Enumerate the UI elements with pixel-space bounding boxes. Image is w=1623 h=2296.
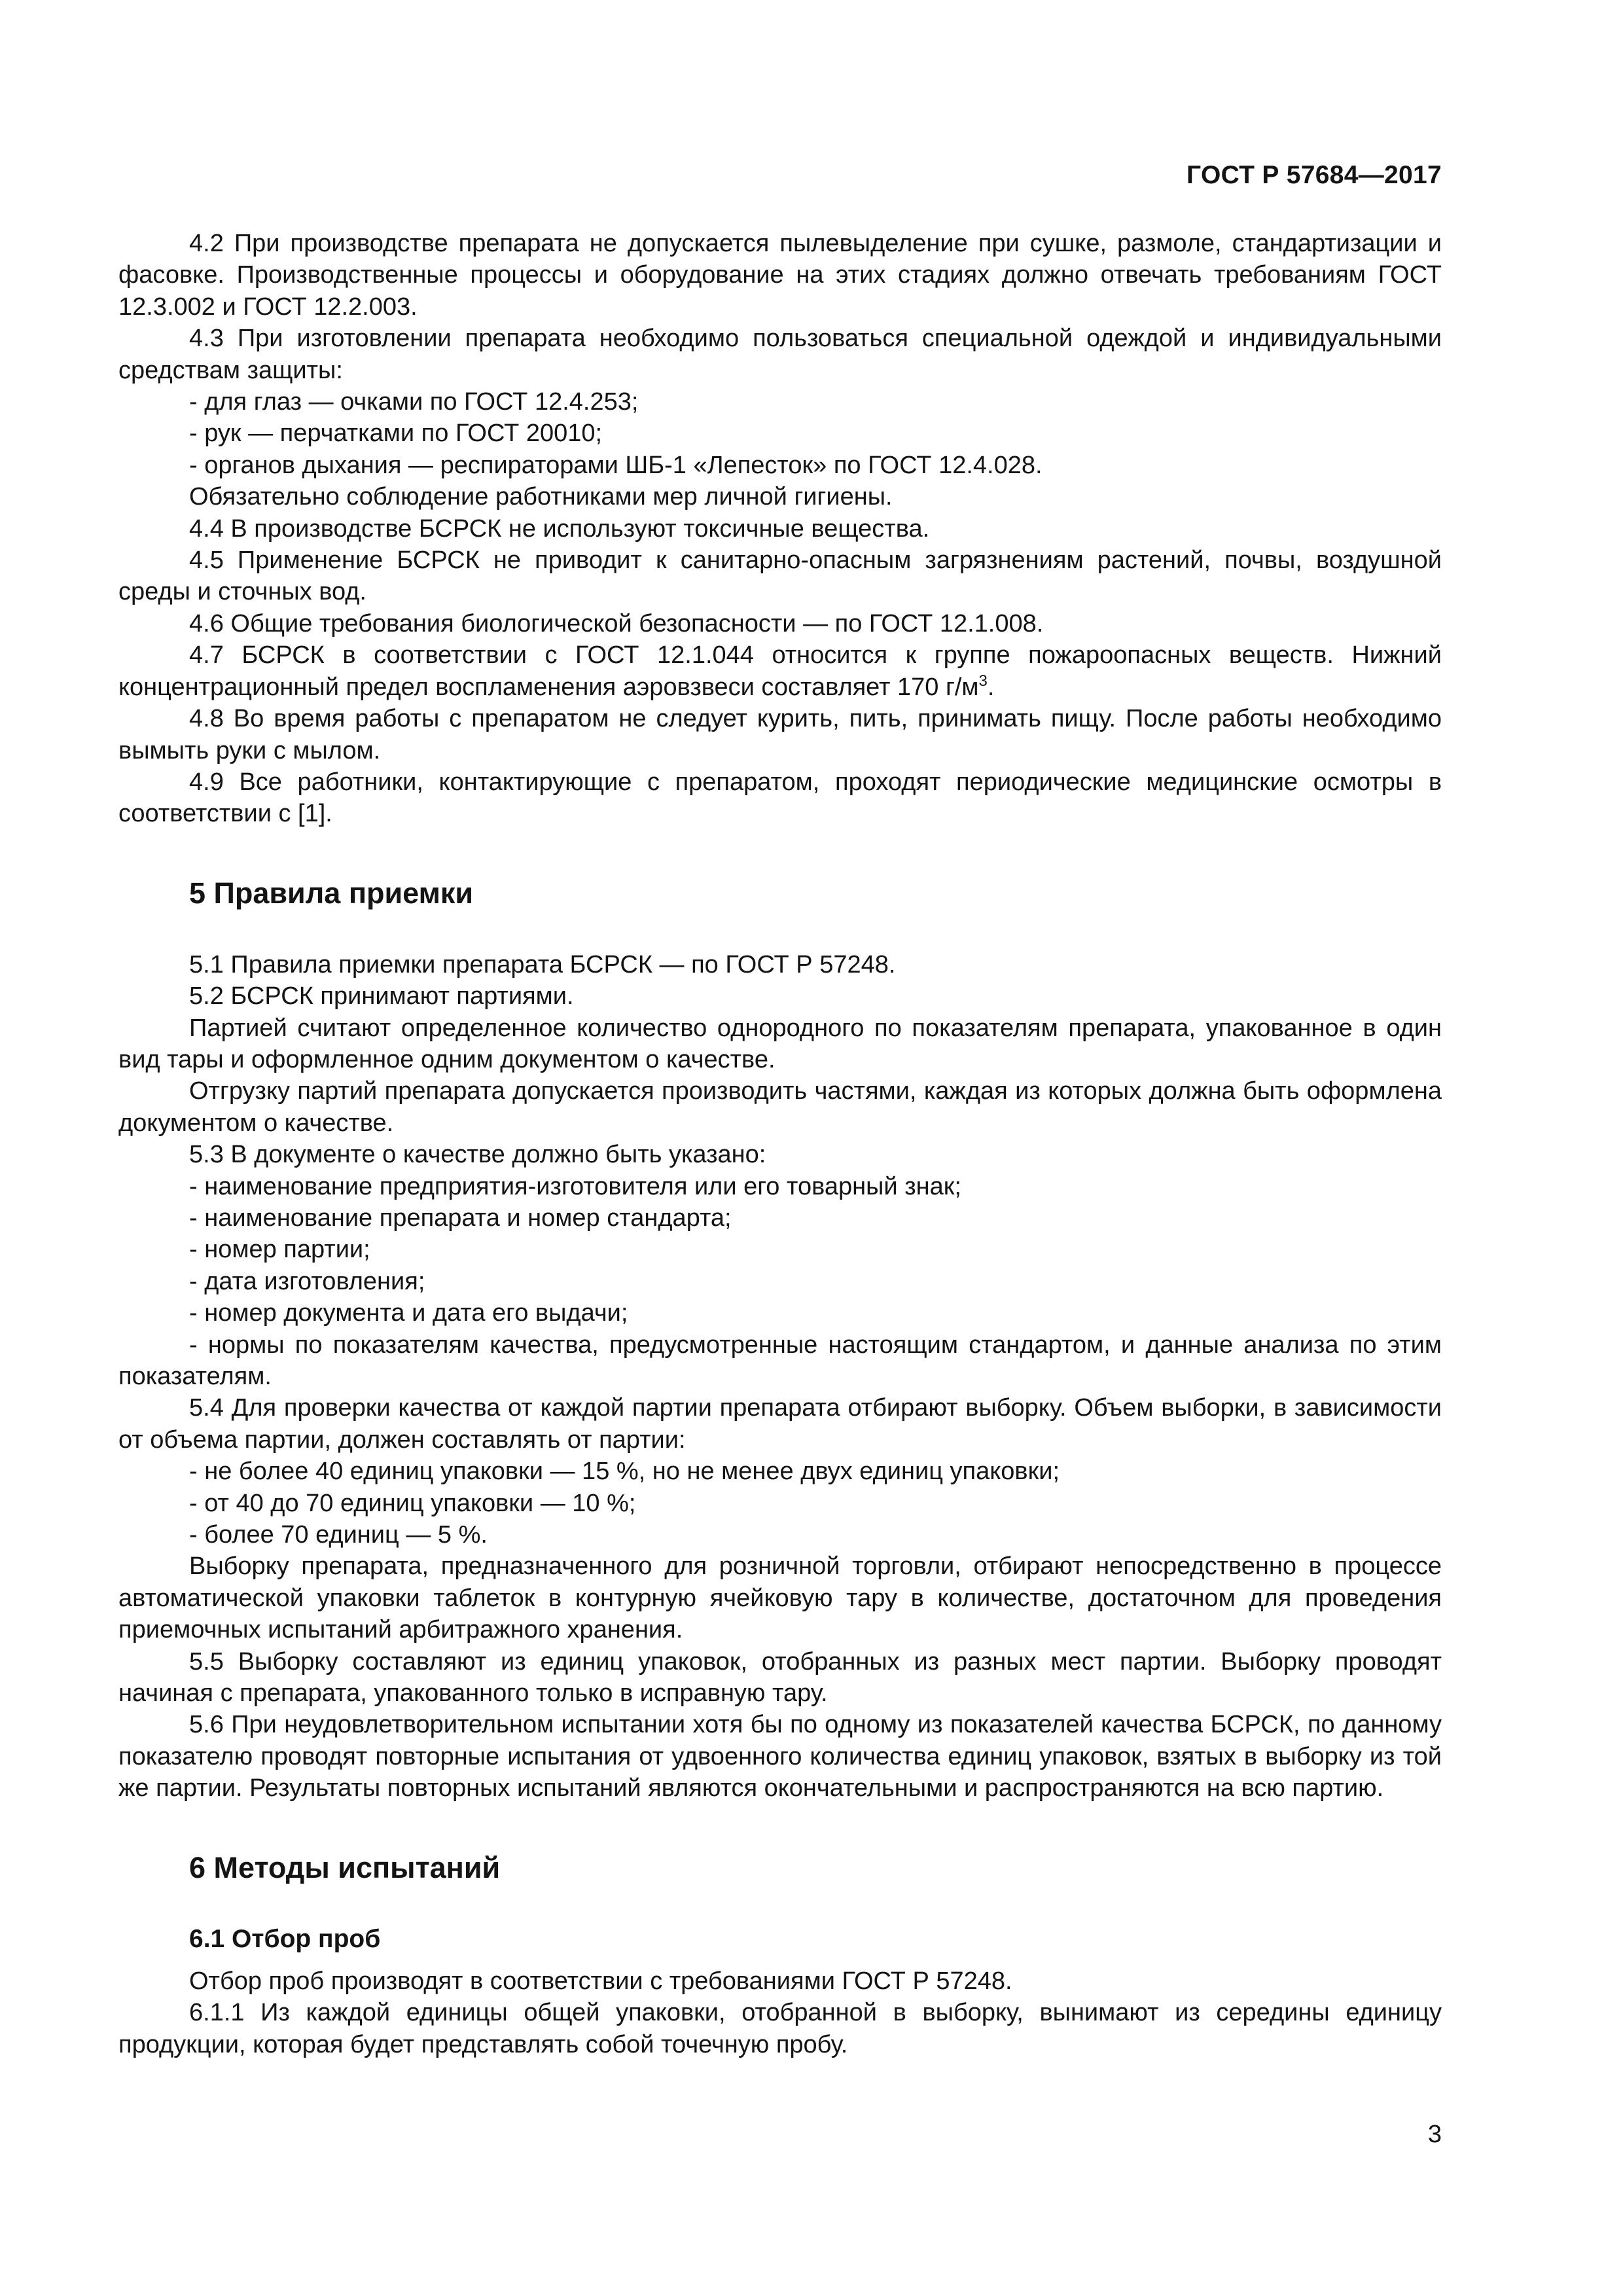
list-item: - наименование предприятия-изготовителя или его товарный знак;: [189, 1172, 961, 1200]
section-6-title: 6 Методы испытаний: [189, 1850, 501, 1884]
list-item: - дата изготовления;: [189, 1267, 425, 1295]
paragraph-6-1: Отбор проб производят в соответствии с требованиями ГОСТ Р 57248.: [189, 1967, 1012, 1995]
list-item: - для глаз — очками по ГОСТ 12.4.253;: [189, 388, 639, 416]
paragraph-4-5: 4.5 Применение БСРСК не приводит к санитарно-опасным загрязнениям растений, почвы, воздушной среды и сточных вод.: [118, 547, 1442, 606]
list-item: - не более 40 единиц упаковки — 15 %, но не менее двух единиц упаковки;: [189, 1458, 1060, 1486]
paragraph-5-2-b: Отгрузку партий препарата допускается производить частями, каждая из которых должна быть оформлена документом о качестве.: [118, 1077, 1442, 1137]
superscript-exponent: 3: [978, 672, 988, 690]
list-item: - номер документа и дата его выдачи;: [189, 1299, 628, 1327]
paragraph-4-2: 4.2 При производстве препарата не допускается пылевыделение при сушке, размоле, стандартизации и фасовке. Производственные процессы и оборудование на этих стадиях должно отвечать требованиям ГОСТ 12.3.002 и ГОСТ 12.2.003.: [118, 230, 1442, 321]
list-item: - рук — перчатками по ГОСТ 20010;: [189, 420, 603, 448]
paragraph-5-4-note: Выборку препарата, предназначенного для розничной торговли, отбирают непосредственно в процессе автоматической упаковки таблеток в контурную ячейковую тару в количестве, достаточном для проведения приемочных испытаний арбитражного хранения.: [118, 1552, 1442, 1644]
paragraph-4-7-end: .: [987, 673, 995, 701]
paragraph-4-3: 4.3 При изготовлении препарата необходимо пользоваться специальной одеждой и индивидуальными средствам защиты:: [118, 325, 1442, 384]
paragraph-5-3: 5.3 В документе о качестве должно быть указано:: [189, 1141, 766, 1169]
paragraph-5-6: 5.6 При неудовлетворительном испытании хотя бы по одному из показателей качества БСРСК, по данному показателю проводят повторные испытания от удвоенного количества единиц упаковок, взятых в выборку из той же партии. Результаты повторных испытаний являются окончательными и распространяются на всю партию.: [118, 1711, 1442, 1803]
paragraph-4-7-text: 4.7 БСРСК в соответствии с ГОСТ 12.1.044 относится к группе пожароопасных веществ. Нижний концентрационный предел воспламенения аэровзвеси составляет 170 г/м: [118, 641, 1442, 701]
paragraph-5-2-a: Партией считают определенное количество однородного по показателям препарата, упакованное в один вид тары и оформленное одним документом о качестве.: [118, 1014, 1442, 1073]
page-number: 3: [1427, 2121, 1442, 2148]
paragraph-5-1: 5.1 Правила приемки препарата БСРСК — по ГОСТ Р 57248.: [189, 950, 896, 978]
section-5-title: 5 Правила приемки: [189, 876, 474, 910]
list-item: - органов дыхания — респираторами ШБ-1 «Лепесток» по ГОСТ 12.4.028.: [189, 451, 1043, 479]
paragraph-6-1-1: 6.1.1 Из каждой единицы общей упаковки, отобранной в выборку, вынимают из середины единицу продукции, которая будет представлять собой точечную пробу.: [118, 1999, 1442, 2058]
paragraph-4-6: 4.6 Общие требования биологической безопасности — по ГОСТ 12.1.008.: [189, 609, 1044, 637]
paragraph-4-8: 4.8 Во время работы с препаратом не следует курить, пить, принимать пищу. После работы необходимо вымыть руки с мылом.: [118, 705, 1442, 764]
subsection-6-1-title: 6.1 Отбор проб: [189, 1924, 381, 1953]
paragraph-4-7: [118, 639, 1442, 703]
paragraph-5-2: 5.2 БСРСК принимают партиями.: [189, 982, 574, 1011]
list-item: - номер партии;: [189, 1236, 370, 1264]
paragraph-5-5: 5.5 Выборку составляют из единиц упаковок, отобранных из разных мест партии. Выборку проводят начиная с препарата, упакованного только в исправную тару.: [118, 1647, 1442, 1708]
document-code-header: ГОСТ Р 57684—2017: [1186, 161, 1442, 189]
document-page: [118, 131, 1442, 2225]
list-item: - наименование препарата и номер стандарта;: [189, 1204, 732, 1232]
document-body: [118, 228, 1442, 2060]
paragraph-4-4: 4.4 В производстве БСРСК не используют токсичные вещества.: [189, 514, 930, 543]
paragraph-5-4: 5.4 Для проверки качества от каждой партии препарата отбирают выборку. Объем выборки, в зависимости от объема партии, должен составлять от партии:: [118, 1394, 1442, 1454]
list-item: - от 40 до 70 единиц упаковки — 10 %;: [189, 1489, 636, 1517]
paragraph-4-3-note: Обязательно соблюдение работниками мер личной гигиены.: [189, 483, 893, 511]
list-item: - более 70 единиц — 5 %.: [189, 1521, 488, 1549]
paragraph-4-9: 4.9 Все работники, контактирующие с препаратом, проходят периодические медицинские осмотры в соответствии с [1].: [118, 768, 1442, 828]
list-item: - нормы по показателям качества, предусмотренные настоящим стандартом, и данные анализа по этим показателям.: [118, 1331, 1442, 1390]
